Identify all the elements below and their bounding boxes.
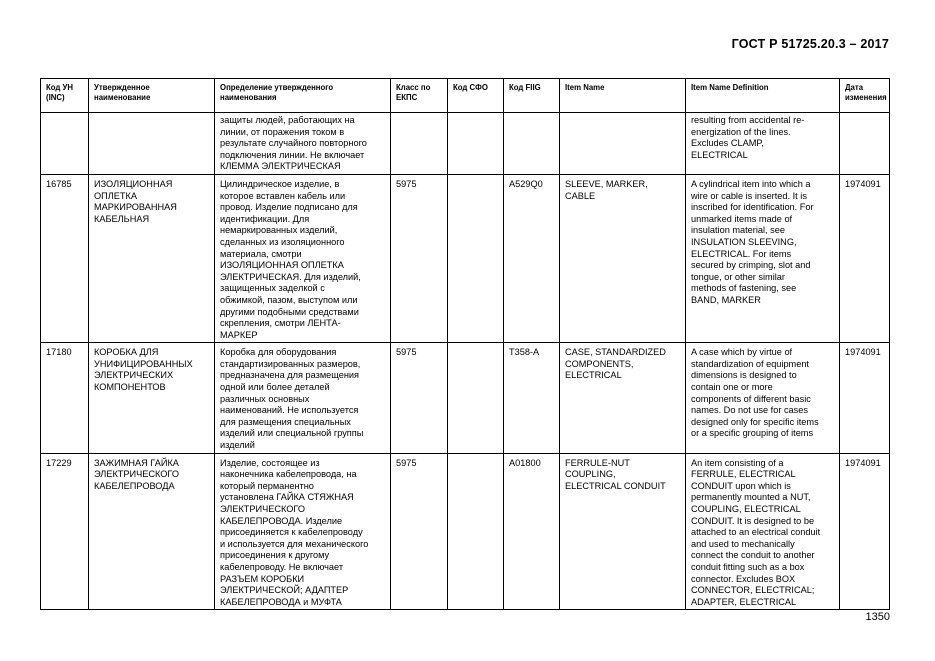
cell-date: 1974091 (840, 343, 890, 453)
column-header-definition: Определение утвержденного наименования (215, 79, 391, 113)
cell-name-ru: ЗАЖИМНАЯ ГАЙКА ЭЛЕКТРИЧЕСКОГО КАБЕЛЕПРОВОДА (89, 453, 215, 610)
column-header-fiig: Код FIIG (504, 79, 560, 113)
cell-date: 1974091 (840, 453, 890, 610)
column-header-item-definition: Item Name Definition (686, 79, 840, 113)
cell-sfo (448, 453, 504, 610)
table-row (41, 343, 890, 453)
cell-name-ru: КОРОБКА ДЛЯ УНИФИЦИРОВАННЫХ ЭЛЕКТРИЧЕСКИХ КОМПОНЕНТОВ (89, 343, 215, 453)
cell-fiig: T358-A (504, 343, 560, 453)
column-header-inc: Код УН (INC) (41, 79, 89, 113)
table-header-row (41, 79, 890, 113)
cell-date: 1974091 (840, 174, 890, 342)
cell-item-name (560, 113, 686, 175)
cell-class: 5975 (391, 343, 448, 453)
cell-item-name: FERRULE-NUT COUPLING, ELECTRICAL CONDUIT (560, 453, 686, 610)
column-header-sfo: Код СФО (448, 79, 504, 113)
catalog-table (40, 78, 890, 610)
cell-item-definition: A case which by virtue of standardization of equipment dimensions is designed to contain one or more components of different basic names. Do not use for cases designed only for specific items or a specific grouping of items (686, 343, 840, 453)
cell-fiig (504, 113, 560, 175)
column-header-item-name: Item Name (560, 79, 686, 113)
cell-item-name: SLEEVE, MARKER, CABLE (560, 174, 686, 342)
cell-item-definition: A cylindrical item into which a wire or cable is inserted. It is inscribed for identification. For unmarked items made of insulation material, see INSULATION SLEEVING, ELECTRICAL. For items secured by crimping, slot and tongue, or other similar methods of fastening, see BAND, MARKER (686, 174, 840, 342)
cell-sfo (448, 113, 504, 175)
column-header-date: Дата изменения (840, 79, 890, 113)
cell-date (840, 113, 890, 175)
cell-item-name: CASE, STANDARDIZED COMPONENTS, ELECTRICAL (560, 343, 686, 453)
cell-inc: 17229 (41, 453, 89, 610)
cell-fiig: A529Q0 (504, 174, 560, 342)
cell-class: 5975 (391, 174, 448, 342)
cell-item-definition: resulting from accidental re- energization of the lines. Excludes CLAMP, ELECTRICAL (686, 113, 840, 175)
table-row (41, 113, 890, 175)
cell-class: 5975 (391, 453, 448, 610)
cell-name-ru: ИЗОЛЯЦИОННАЯ ОПЛЕТКА МАРКИРОВАННАЯ КАБЕЛЬНАЯ (89, 174, 215, 342)
cell-fiig: A01800 (504, 453, 560, 610)
document-id: ГОСТ Р 51725.20.3 – 2017 (731, 37, 889, 51)
table-row (41, 453, 890, 610)
cell-definition-ru: защиты людей, работающих на линии, от поражения током в результате случайного повторного подключения линии. Не включает КЛЕММА ЭЛЕКТРИЧЕСКАЯ (215, 113, 391, 175)
cell-definition-ru: Коробка для оборудования стандартизированных размеров, предназначена для размещения одной или более деталей различных основных наименований. Не используется для размещения специальных изделий или специальной группы изделий (215, 343, 391, 453)
cell-inc (41, 113, 89, 175)
cell-sfo (448, 343, 504, 453)
cell-item-definition: An item consisting of a FERRULE, ELECTRICAL CONDUIT upon which is permanently mounted a NUT, COUPLING, ELECTRICAL CONDUIT. It is designed to be attached to an electrical conduit and used to mechanically connect the conduit to another conduit fitting such as a box connector. Excludes BOX CONNECTOR, ELECTRICAL; ADAPTER, ELECTRICAL (686, 453, 840, 610)
page-number: 1350 (865, 611, 890, 623)
table-row (41, 174, 890, 342)
cell-inc: 16785 (41, 174, 89, 342)
cell-definition-ru: Изделие, состоящее из наконечника кабелепровода, на который перманентно установлена ГАЙКА СТЯЖНАЯ ЭЛЕКТРИЧЕСКОГО КАБЕЛЕПРОВОДА. Изделие присоединяется к кабелепроводу и используется для механического присоединения к другому кабелепроводу. Не включает РАЗЪЕМ КОРОБКИ ЭЛЕКТРИЧЕСКОЙ; АДАПТЕР КАБЕЛЕПРОВОДА и МУФТА (215, 453, 391, 610)
column-header-class: Класс по ЕКПС (391, 79, 448, 113)
column-header-approved-name: Утвержденное наименование (89, 79, 215, 113)
cell-inc: 17180 (41, 343, 89, 453)
cell-name-ru (89, 113, 215, 175)
cell-sfo (448, 174, 504, 342)
cell-class (391, 113, 448, 175)
cell-definition-ru: Цилиндрическое изделие, в которое вставлен кабель или провод. Изделие подписано для идентификации. Для немаркированных изделий, сделанных из изоляционного материала, смотри ИЗОЛЯЦИОННАЯ ОПЛЕТКА ЭЛЕКТРИЧЕСКАЯ. Для изделий, защищенных заделкой с обжимкой, пазом, выступом или другими подобными средствами скрепления, смотри ЛЕНТА- МАРКЕР (215, 174, 391, 342)
